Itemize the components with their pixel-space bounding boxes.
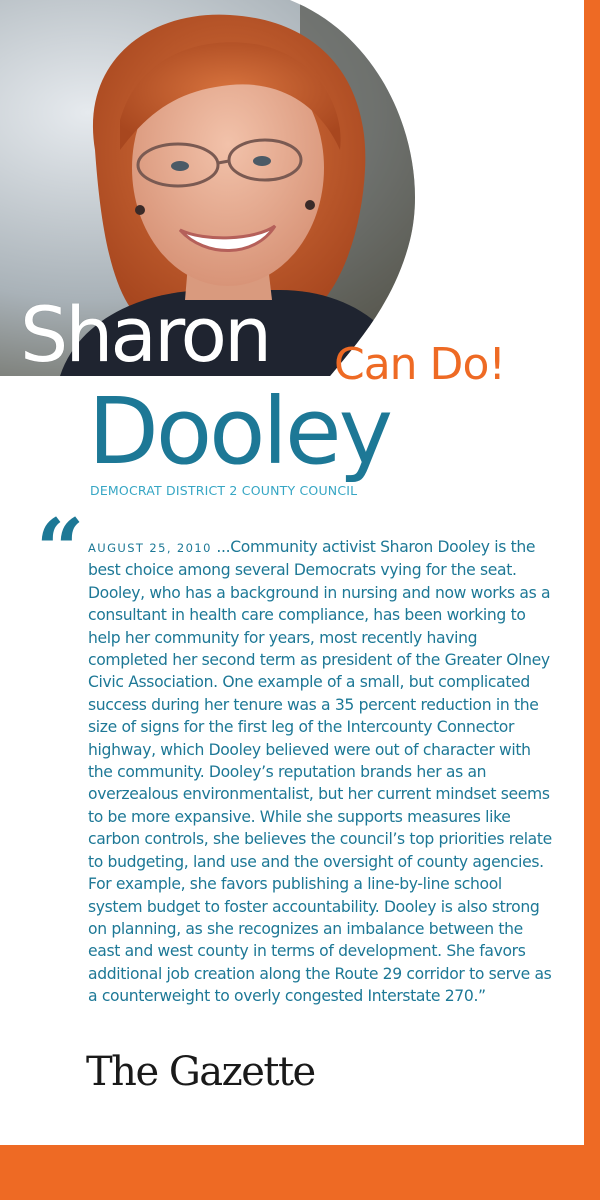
- quote-date: AUGUST 25, 2010: [88, 541, 212, 555]
- quote-source: The Gazette: [86, 1049, 315, 1095]
- quote-mark-icon: “: [36, 500, 85, 599]
- quote-text: ...Community activist Sharon Dooley is the best choice among several Democrats vying for the seat. Dooley, who has a background in nursing and now works as a consultant in health care compliance, has been working to help her community for years, most recently having completed her second term as president of the Greater Olney Civic Association. One example of a small, but complicated success during her tenure was a 35 percent reduction in the size of signs for the first leg of the Intercounty Connector highway, which Dooley believed were out of character with the community. Dooley’s reputation brands her as an overzealous environmentalist, but her current mindset seems to be more expansive. While she supports measures like carbon controls, she believes the council’s top priorities relate to budgeting, land use and the oversight of county agencies. For example, she favors publishing a line-by-line school system budget to foster accountability. Dooley is also strong on planning, as she recognizes an imbalance between the east and west county in terms of development. She favors additional job creation along the Route 29 corridor to serve as a counterweight to overly congested Interstate 270.”: [88, 538, 552, 1006]
- orange-border-right: [584, 0, 600, 1200]
- endorsement-quote: [88, 536, 556, 1008]
- candidate-last-name: Dooley: [88, 378, 391, 485]
- orange-border-bottom: [0, 1145, 600, 1200]
- office-subtitle: DEMOCRAT DISTRICT 2 COUNTY COUNCIL: [90, 483, 358, 498]
- campaign-tagline: Can Do!: [334, 339, 505, 390]
- candidate-first-name: Sharon: [20, 290, 270, 379]
